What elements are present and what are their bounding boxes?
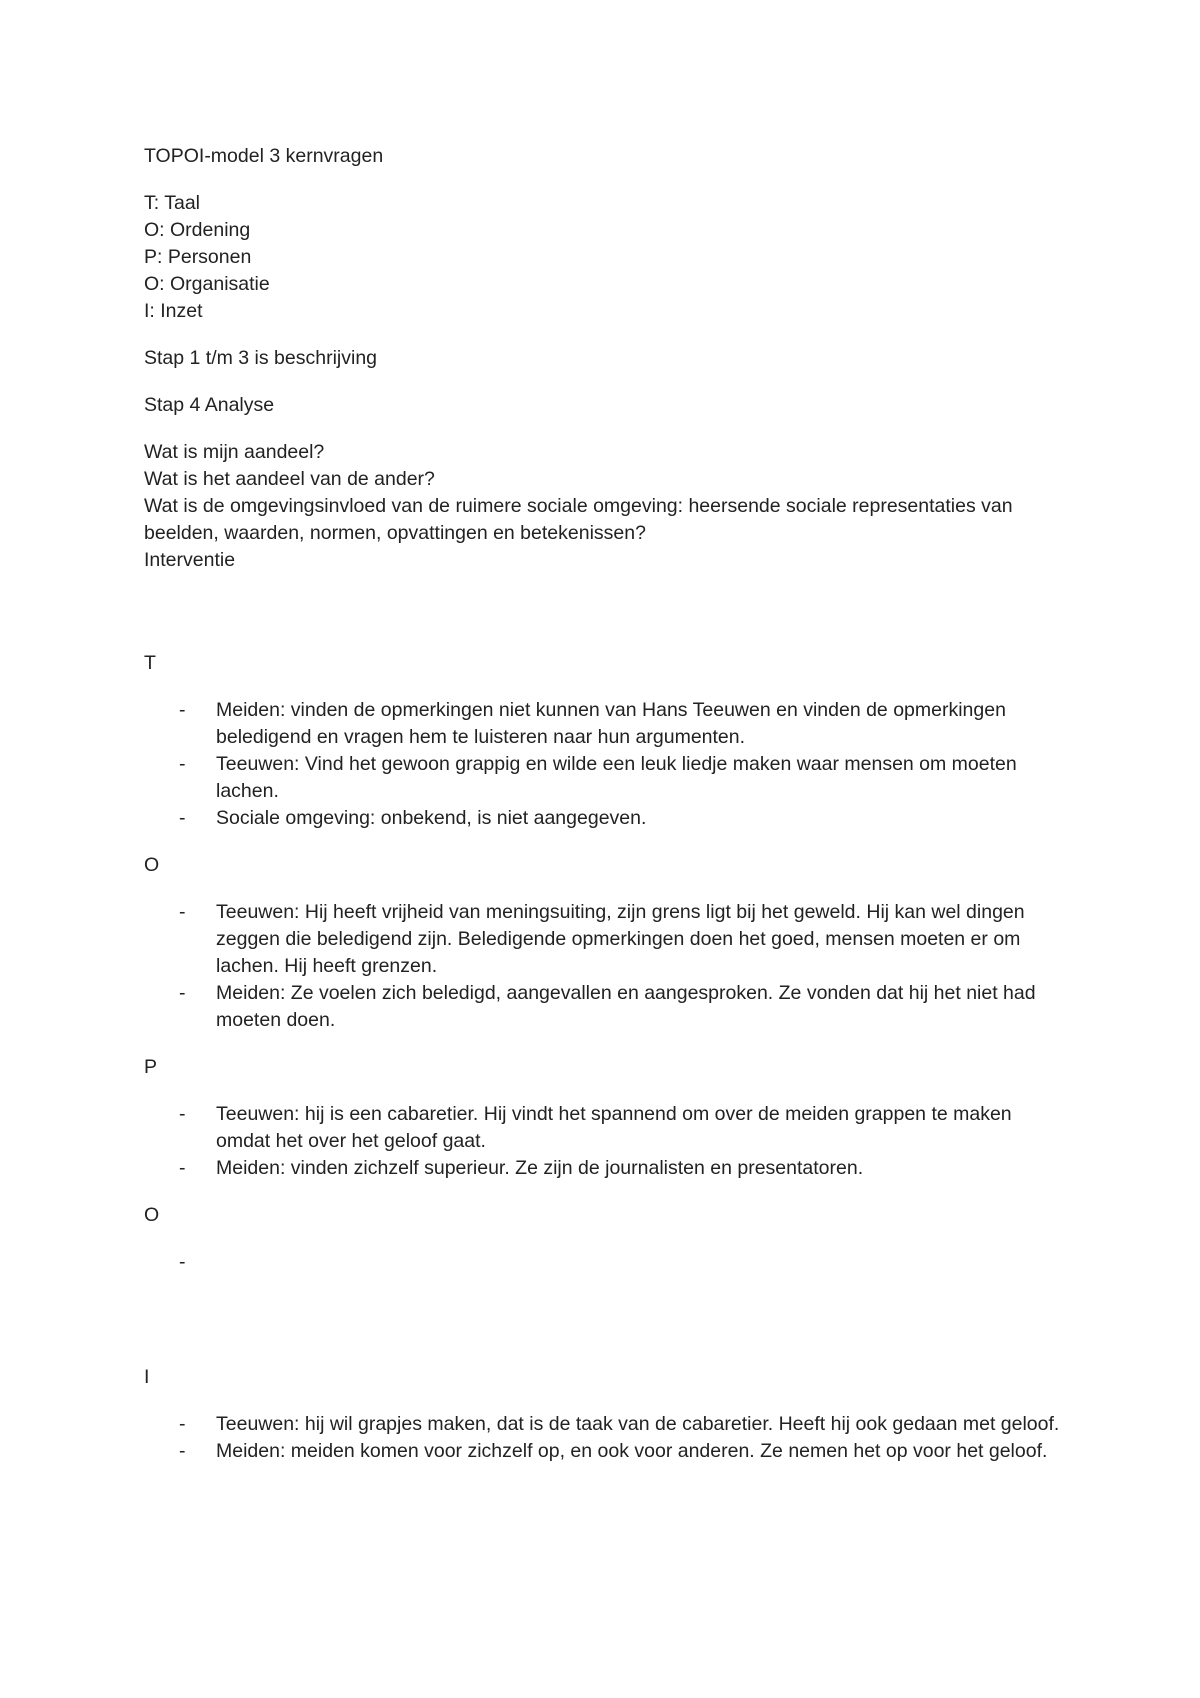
step-analysis: Stap 4 Analyse — [144, 394, 275, 416]
bullet-dash: - — [179, 1413, 186, 1435]
bullet-dash: - — [179, 699, 186, 721]
list-item — [179, 697, 1064, 751]
list-item-text: Teeuwen: hij is een cabaretier. Hij vindt het spannend om over de meiden grappen te maken omdat het over het geloof gaat. — [216, 1103, 1012, 1152]
section-heading: P — [144, 1056, 158, 1078]
list-item — [179, 751, 1064, 805]
bullet-dash: - — [179, 807, 186, 829]
question-list — [144, 439, 1064, 574]
list-item-text: Sociale omgeving: onbekend, is niet aangegeven. — [216, 807, 647, 829]
acronym-line: P: Personen — [144, 246, 252, 268]
bullet-list — [144, 1249, 1064, 1276]
bullet-list — [144, 899, 1064, 1034]
list-item — [179, 980, 1064, 1034]
page-title: TOPOI-model 3 kernvragen — [144, 145, 384, 167]
section-heading: I — [144, 1366, 150, 1388]
list-item — [179, 1438, 1064, 1465]
bullet-list — [144, 697, 1064, 832]
bullet-dash: - — [179, 982, 186, 1004]
bullet-dash: - — [179, 1440, 186, 1462]
question-line: Wat is het aandeel van de ander? — [144, 468, 435, 490]
acronym-line: I: Inzet — [144, 300, 203, 322]
list-item-text: Teeuwen: Vind het gewoon grappig en wilde een leuk liedje maken waar mensen om moeten lachen. — [216, 753, 1017, 802]
section-t — [144, 650, 1064, 832]
list-item — [179, 1155, 1064, 1182]
bullet-dash: - — [179, 753, 186, 775]
bullet-dash: - — [179, 1251, 186, 1273]
question-line: Wat is de omgevingsinvloed van de ruimere sociale omgeving: heersende sociale representaties van beelden, waarden, normen, opvattingen en betekenissen? — [144, 495, 1019, 544]
section-heading: O — [144, 854, 160, 876]
section-p — [144, 1054, 1064, 1182]
list-item-text: Meiden: Ze voelen zich beledigd, aangevallen en aangesproken. Ze vonden dat hij het niet had moeten doen. — [216, 982, 1036, 1031]
bullet-dash: - — [179, 1157, 186, 1179]
acronym-line: T: Taal — [144, 192, 201, 214]
section-heading: T — [144, 652, 156, 674]
acronym-line: O: Organisatie — [144, 273, 270, 295]
list-item — [179, 805, 1064, 832]
list-item — [179, 1101, 1064, 1155]
step-description: Stap 1 t/m 3 is beschrijving — [144, 347, 378, 369]
question-line: Interventie — [144, 549, 236, 571]
list-item-text: Teeuwen: Hij heeft vrijheid van meningsuiting, zijn grens ligt bij het geweld. Hij kan wel dingen zeggen die beledigend zijn. Beledigende opmerkingen doen het goed, mensen moeten er om lachen. Hij heeft grenzen. — [216, 901, 1025, 977]
acronym-list — [144, 190, 1064, 325]
acronym-line: O: Ordening — [144, 219, 251, 241]
list-item-text: Meiden: vinden de opmerkingen niet kunnen van Hans Teeuwen en vinden de opmerkingen beledigend en vragen hem te luisteren naar hun argumenten. — [216, 699, 1006, 748]
list-item-text: Meiden: meiden komen voor zichzelf op, en ook voor anderen. Ze nemen het op voor het geloof. — [216, 1440, 1048, 1462]
bullet-list — [144, 1101, 1064, 1182]
bullet-dash: - — [179, 1103, 186, 1125]
list-item — [179, 1411, 1064, 1438]
question-line: Wat is mijn aandeel? — [144, 441, 325, 463]
section-i — [144, 1364, 1064, 1465]
list-item-text: Teeuwen: hij wil grapjes maken, dat is de taak van de cabaretier. Heeft hij ook gedaan met geloof. — [216, 1413, 1060, 1435]
section-heading: O — [144, 1204, 160, 1226]
list-item — [179, 899, 1064, 980]
document-body — [144, 143, 1064, 1485]
list-item-text: Meiden: vinden zichzelf superieur. Ze zijn de journalisten en presentatoren. — [216, 1157, 864, 1179]
section-o-organisatie — [144, 1202, 1064, 1276]
bullet-list — [144, 1411, 1064, 1465]
section-o-ordening — [144, 852, 1064, 1034]
bullet-dash: - — [179, 901, 186, 923]
